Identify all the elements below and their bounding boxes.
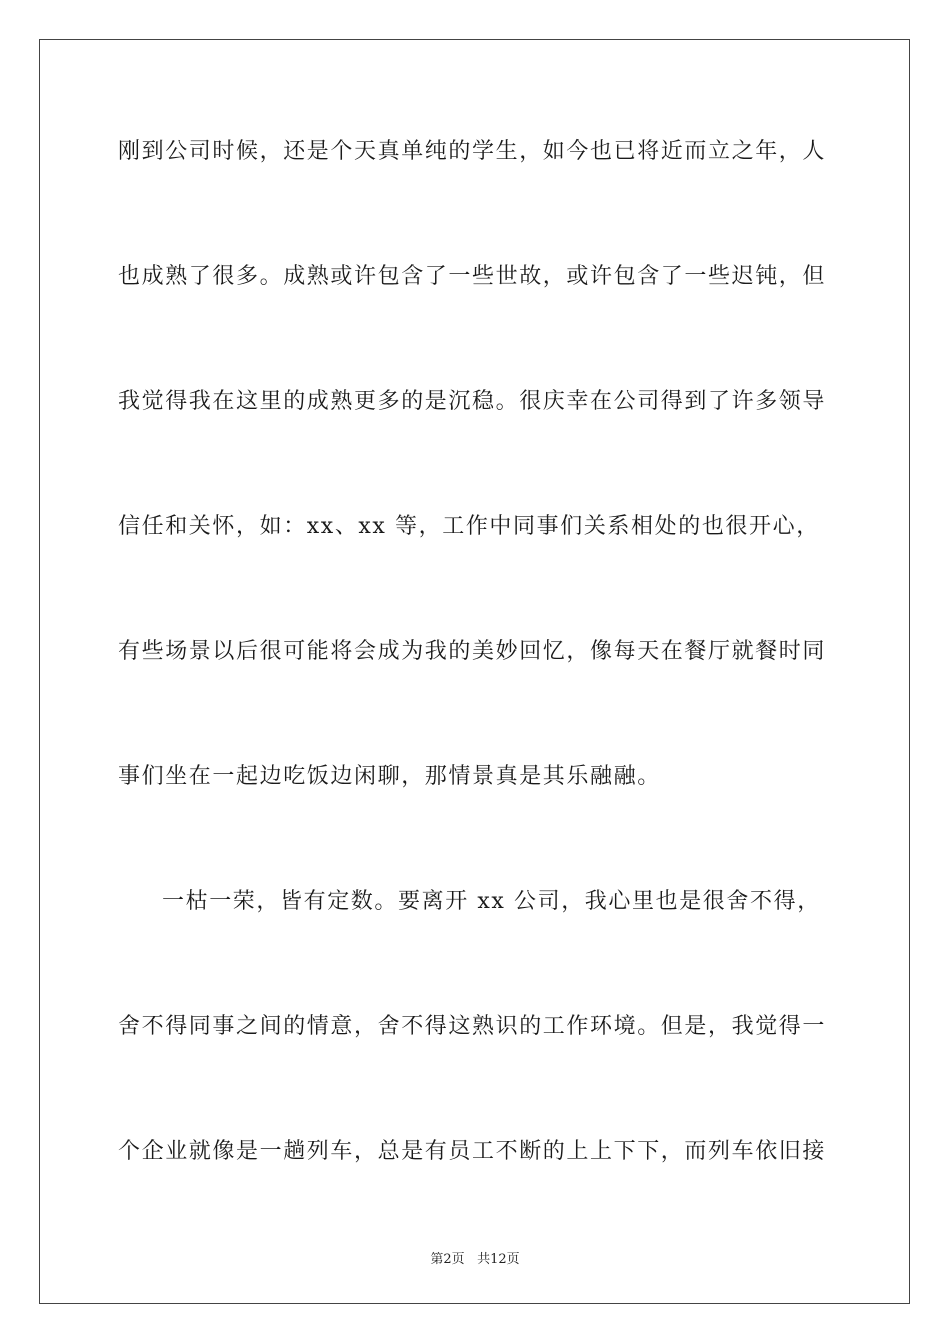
page-footer (0, 1248, 950, 1267)
body-text-line-8: 舍不得同事之间的情意，舍不得这熟识的工作环境。但是，我觉得一 (118, 1014, 827, 1039)
body-text-line-1: 刚到公司时候，还是个天真单纯的学生，如今也已将近而立之年，人 (118, 139, 827, 164)
body-text-line-3: 我觉得我在这里的成熟更多的是沉稳。很庆幸在公司得到了许多领导 (118, 389, 827, 414)
body-text-line-6: 事们坐在一起边吃饭边闲聊，那情景真是其乐融融。 (118, 764, 661, 789)
page-border (39, 39, 910, 1304)
page-number-current: 第2页 (430, 1252, 465, 1267)
body-text-line-4: 信任和关怀，如：xx、xx 等，工作中同事们关系相处的也很开心， (118, 514, 820, 539)
body-text-line-5: 有些场景以后很可能将会成为我的美妙回忆，像每天在餐厅就餐时同 (118, 639, 827, 664)
body-text-line-7: 一枯一荣，皆有定数。要离开 xx 公司，我心里也是很舍不得， (162, 889, 821, 914)
body-text-line-2: 也成熟了很多。成熟或许包含了一些世故，或许包含了一些迟钝，但 (118, 264, 827, 289)
body-text-line-9: 个企业就像是一趟列车，总是有员工不断的上上下下，而列车依旧接 (118, 1139, 827, 1164)
page-number-total: 共12页 (477, 1252, 520, 1267)
